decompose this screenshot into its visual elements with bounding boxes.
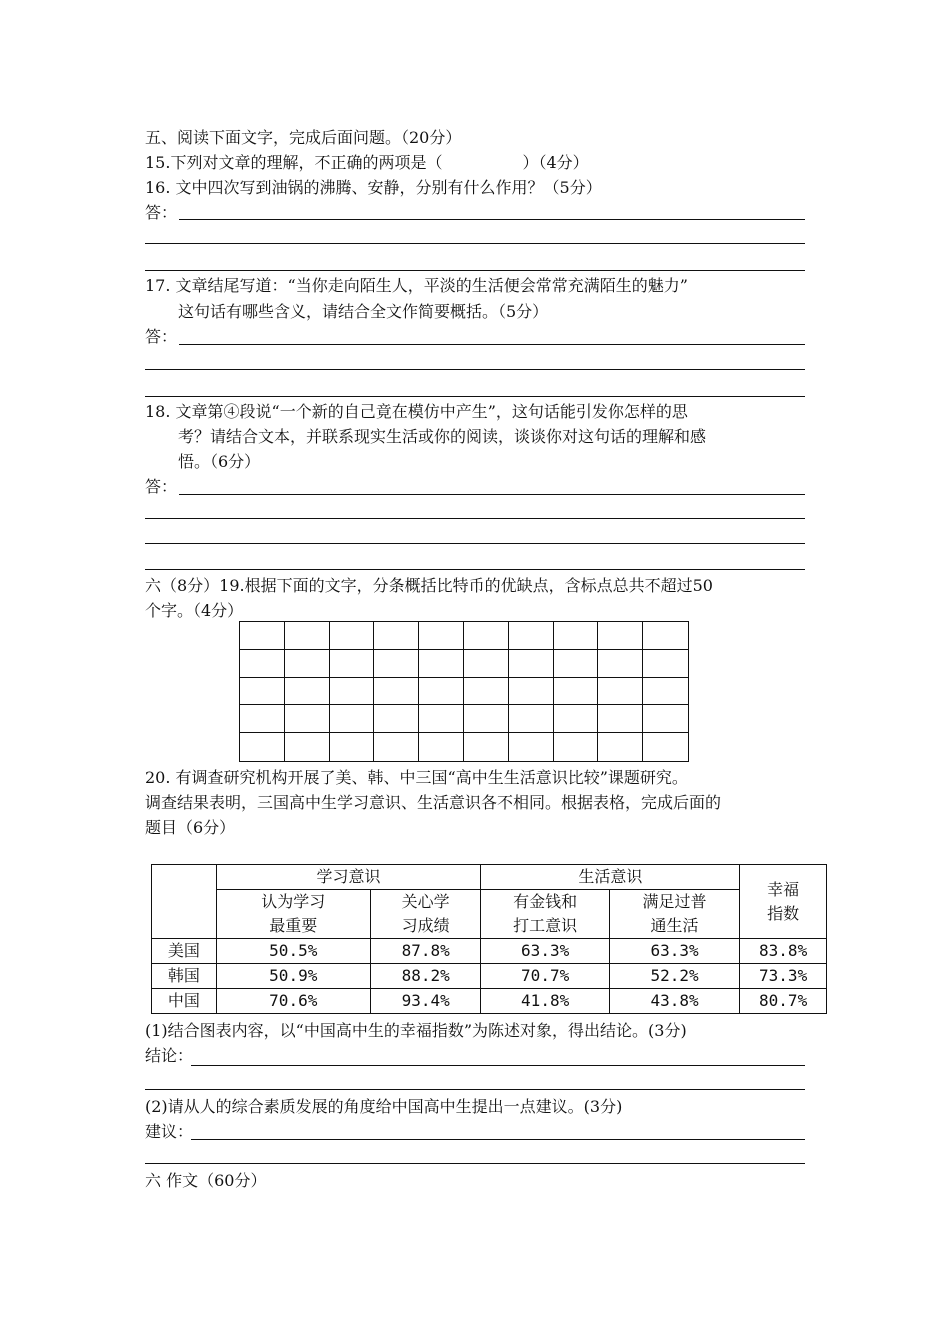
cell-value: 73.3%	[740, 964, 827, 989]
header-col-4: 满足过普 通生活	[609, 890, 739, 939]
cell-value: 50.9%	[216, 964, 370, 989]
answer-line	[179, 219, 805, 220]
question-17-cont: 这句话有哪些含义，请结合全文作简要概括。（5分）	[178, 302, 549, 321]
row-country: 中国	[152, 989, 217, 1014]
question-15: 15.下列对文章的理解，不正确的两项是（ ）（4分）	[145, 153, 589, 172]
survey-table	[151, 864, 827, 1014]
answer-block-18[interactable]	[145, 477, 805, 499]
grid-cell[interactable]	[330, 622, 375, 650]
answer-line	[145, 543, 805, 544]
cell-value: 63.3%	[481, 939, 609, 964]
table-corner-cell	[152, 865, 217, 939]
answer-block-17[interactable]	[145, 327, 805, 349]
question-20: 20. 有调查研究机构开展了美、韩、中三国“高中生生活意识比较”课题研究。	[145, 768, 688, 787]
grid-cell[interactable]	[554, 733, 599, 761]
answer-line	[145, 369, 805, 370]
row-country: 韩国	[152, 964, 217, 989]
grid-cell[interactable]	[464, 705, 509, 733]
grid-cell[interactable]	[419, 705, 464, 733]
header-happiness-index: 幸福 指数	[740, 865, 827, 939]
grid-cell[interactable]	[419, 733, 464, 761]
question-18-cont: 考？请结合文本，并联系现实生活或你的阅读，谈谈你对这句话的理解和感	[178, 427, 707, 446]
header-learning-awareness: 学习意识	[216, 865, 481, 890]
answer-line	[145, 518, 805, 519]
grid-cell[interactable]	[374, 705, 419, 733]
grid-cell[interactable]	[509, 733, 554, 761]
answer-line	[145, 396, 805, 397]
grid-cell[interactable]	[464, 622, 509, 650]
answer-line	[145, 270, 805, 271]
grid-cell[interactable]	[464, 650, 509, 678]
conclusion-label: 结论：	[145, 1046, 194, 1065]
grid-cell[interactable]	[598, 622, 643, 650]
grid-cell[interactable]	[554, 622, 599, 650]
answer-line	[191, 1065, 805, 1066]
grid-cell[interactable]	[509, 622, 554, 650]
table-row	[152, 964, 827, 989]
grid-cell[interactable]	[509, 705, 554, 733]
grid-cell[interactable]	[285, 733, 330, 761]
cell-value: 83.8%	[740, 939, 827, 964]
answer-label: 答：	[145, 203, 178, 222]
grid-cell[interactable]	[240, 705, 285, 733]
grid-cell[interactable]	[419, 678, 464, 706]
grid-cell[interactable]	[509, 650, 554, 678]
cell-value: 93.4%	[370, 989, 481, 1014]
cell-value: 80.7%	[740, 989, 827, 1014]
conclusion-block[interactable]	[145, 1046, 805, 1068]
cell-value: 70.6%	[216, 989, 370, 1014]
grid-cell[interactable]	[330, 705, 375, 733]
grid-cell[interactable]	[240, 678, 285, 706]
grid-cell[interactable]	[598, 678, 643, 706]
grid-cell[interactable]	[464, 733, 509, 761]
answer-line	[191, 1139, 805, 1140]
header-col-3: 有金钱和 打工意识	[481, 890, 609, 939]
header-life-awareness: 生活意识	[481, 865, 740, 890]
cell-value: 88.2%	[370, 964, 481, 989]
grid-cell[interactable]	[598, 650, 643, 678]
grid-cell[interactable]	[285, 705, 330, 733]
grid-cell[interactable]	[643, 733, 688, 761]
cell-value: 43.8%	[609, 989, 739, 1014]
grid-cell[interactable]	[643, 650, 688, 678]
question-17: 17. 文章结尾写道：“当你走向陌生人，平淡的生活便会常常充满陌生的魅力”	[145, 276, 688, 295]
header-col-1: 认为学习 最重要	[216, 890, 370, 939]
cell-value: 50.5%	[216, 939, 370, 964]
question-19: 六（8分）19.根据下面的文字，分条概括比特币的优缺点，含标点总共不超过50	[145, 576, 713, 595]
grid-cell[interactable]	[643, 678, 688, 706]
sub-question-1: (1)结合图表内容，以“中国高中生的幸福指数”为陈述对象，得出结论。(3分)	[145, 1021, 687, 1040]
row-country: 美国	[152, 939, 217, 964]
grid-cell[interactable]	[554, 650, 599, 678]
grid-cell[interactable]	[419, 622, 464, 650]
question-18-cont: 悟。（6分）	[178, 452, 261, 471]
grid-cell[interactable]	[240, 650, 285, 678]
cell-value: 52.2%	[609, 964, 739, 989]
grid-cell[interactable]	[464, 678, 509, 706]
grid-cell[interactable]	[509, 678, 554, 706]
essay-heading: 六 作文（60分）	[145, 1171, 267, 1190]
answer-line	[179, 494, 805, 495]
answer-line	[145, 1163, 805, 1164]
suggestion-block[interactable]	[145, 1122, 805, 1144]
cell-value: 63.3%	[609, 939, 739, 964]
grid-cell[interactable]	[330, 650, 375, 678]
header-col-2: 关心学 习成绩	[370, 890, 481, 939]
cell-value: 87.8%	[370, 939, 481, 964]
grid-cell[interactable]	[285, 650, 330, 678]
grid-cell[interactable]	[240, 622, 285, 650]
grid-cell[interactable]	[374, 733, 419, 761]
grid-cell[interactable]	[643, 705, 688, 733]
grid-cell[interactable]	[330, 733, 375, 761]
suggestion-label: 建议：	[145, 1122, 194, 1141]
writing-grid[interactable]	[239, 621, 689, 762]
grid-cell[interactable]	[554, 678, 599, 706]
grid-cell[interactable]	[374, 622, 419, 650]
section5-heading: 五、阅读下面文字，完成后面问题。（20分）	[145, 128, 462, 147]
grid-cell[interactable]	[643, 622, 688, 650]
question-19-cont: 个字。（4分）	[145, 601, 244, 620]
table-row	[152, 989, 827, 1014]
grid-cell[interactable]	[554, 705, 599, 733]
answer-line	[145, 1089, 805, 1090]
question-20-cont: 调查结果表明，三国高中生学习意识、生活意识各不相同。根据表格，完成后面的	[145, 793, 722, 812]
grid-cell[interactable]	[419, 650, 464, 678]
grid-cell[interactable]	[374, 650, 419, 678]
grid-cell[interactable]	[374, 678, 419, 706]
answer-label: 答：	[145, 477, 178, 496]
grid-cell[interactable]	[330, 678, 375, 706]
question-16: 16. 文中四次写到油锅的沸腾、安静，分别有什么作用？（5分）	[145, 178, 602, 197]
question-20-cont: 题目（6分）	[145, 818, 236, 837]
table-row	[152, 939, 827, 964]
answer-line	[145, 243, 805, 244]
answer-label: 答：	[145, 327, 178, 346]
answer-line	[145, 569, 805, 570]
grid-cell[interactable]	[240, 733, 285, 761]
grid-cell[interactable]	[598, 705, 643, 733]
answer-block-16[interactable]	[145, 203, 805, 225]
grid-cell[interactable]	[285, 622, 330, 650]
sub-question-2: (2)请从人的综合素质发展的角度给中国高中生提出一点建议。(3分)	[145, 1097, 623, 1116]
grid-cell[interactable]	[598, 733, 643, 761]
grid-cell[interactable]	[285, 678, 330, 706]
answer-line	[179, 344, 805, 345]
cell-value: 70.7%	[481, 964, 609, 989]
question-18: 18. 文章第④段说“一个新的自己竟在模仿中产生”，这句话能引发你怎样的思	[145, 402, 688, 421]
cell-value: 41.8%	[481, 989, 609, 1014]
